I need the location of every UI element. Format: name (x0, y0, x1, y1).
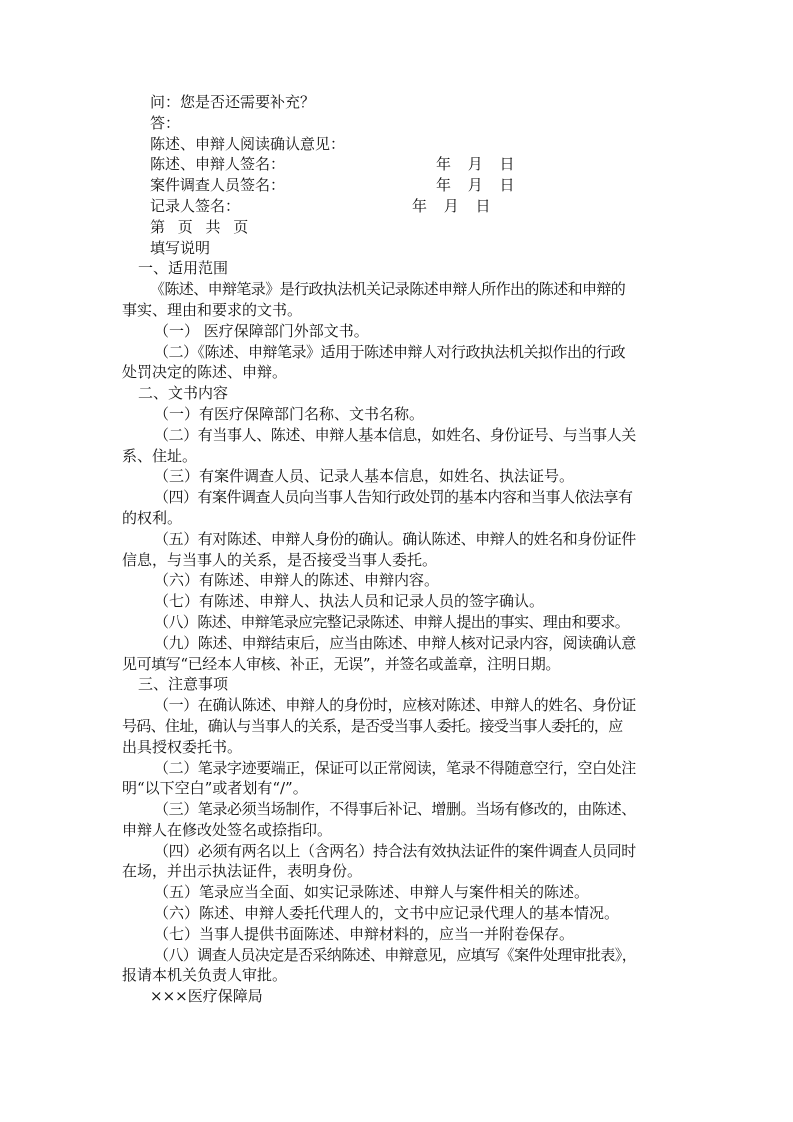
party-signature-date: 年 月 日 (436, 155, 521, 174)
section-3-item-8: （八）调查人员决定是否采纳陈述、申辩意见，应填写《案件处理审批表》， (154, 945, 637, 964)
page-number-info: 第 页 共 页 (150, 217, 253, 236)
section-1-item-2-cont: 处罚决定的陈述、申辩。 (122, 363, 288, 382)
section-3-item-1: （一）在确认陈述、申辩人的身份时，应核对陈述、申辩人的姓名、身份证 (154, 696, 636, 715)
confirmation-opinion-label: 陈述、申辩人阅读确认意见： (150, 134, 346, 153)
section-3-item-3: （三）笔录必须当场制作，不得事后补记、增删。当场有修改的，由陈述、 (154, 800, 636, 819)
party-signature-label: 陈述、申辩人签名： (150, 155, 286, 174)
section-2-item-1: （一）有医疗保障部门名称、文书名称。 (154, 404, 425, 423)
section-1-item-2: （二）《陈述、申辩笔录》适用于陈述申辩人对行政执法机关拟作出的行政 (154, 342, 626, 361)
section-2-title: 二、文书内容 (138, 384, 229, 403)
section-3-item-2-cont: 明“以下空白”或者划有“/”。 (122, 779, 308, 798)
section-2-item-4: （四）有案件调查人员向当事人告知行政处罚的基本内容和当事人依法享有 (154, 488, 633, 507)
investigator-signature-date: 年 月 日 (436, 176, 521, 195)
signature-row-recorder (122, 196, 678, 217)
section-3-item-1-cont: 号码、住址，确认与当事人的关系，是否受当事人委托。接受当事人委托的，应 (122, 716, 623, 735)
section-2-item-5: （五）有对陈述、申辩人身份的确认。确认陈述、申辩人的姓名和身份证件 (154, 529, 636, 548)
notes-title: 填写说明 (150, 238, 211, 257)
section-3-item-1-cont2: 出具授权委托书。 (122, 737, 243, 756)
section-2-item-5-cont: 信息，与当事人的关系，是否接受当事人委托。 (122, 550, 438, 569)
question-supplement: 问：您是否还需要补充？ (150, 93, 316, 111)
signature-row-party (122, 154, 678, 175)
document-body (122, 92, 678, 1007)
section-1-para-1-cont: 事实、理由和要求的文书。 (122, 300, 303, 319)
section-3-item-6: （六）陈述、申辩人委托代理人的，文书中应记录代理人的基本情况。 (154, 904, 620, 923)
section-2-item-3: （三）有案件调查人员、记录人基本信息，如姓名、执法证号。 (154, 467, 575, 486)
recorder-signature-date: 年 月 日 (412, 196, 497, 215)
investigator-signature-label: 案件调查人员签名： (150, 176, 286, 195)
section-3-item-4-cont: 在场，并出示执法证件，表明身份。 (122, 862, 363, 881)
section-3-item-4: （四）必须有两名以上（含两名）持合法有效执法证件的案件调查人员同时 (154, 841, 636, 860)
section-3-item-5: （五）笔录应当全面、如实记录陈述、申辩人与案件相关的陈述。 (154, 883, 590, 902)
section-2-item-2-cont: 系、住址。 (122, 446, 198, 465)
section-1-title: 一、适用范围 (138, 259, 229, 278)
recorder-signature-label: 记录人签名： (150, 196, 241, 215)
section-1-para-1: 《陈述、申辩笔录》是行政执法机关记录陈述申辩人所作出的陈述和申辩的 (150, 280, 626, 299)
section-3-item-7: （七）当事人提供书面陈述、申辩材料的，应当一并附卷保存。 (154, 924, 575, 943)
section-3-item-2: （二）笔录字迹要端正，保证可以正常阅读，笔录不得随意空行，空白处注 (154, 758, 636, 777)
answer-label: 答： (150, 113, 181, 132)
section-2-item-4-cont: 的权利。 (122, 508, 183, 527)
section-2-item-6: （六）有陈述、申辩人的陈述、申辩内容。 (154, 571, 440, 590)
section-2-item-8: （八）陈述、申辩笔录应完整记录陈述、申辩人提出的事实、理由和要求。 (154, 612, 630, 631)
section-2-item-7: （七）有陈述、申辩人、执法人员和记录人员的签字确认。 (154, 592, 545, 611)
section-3-item-8-cont: 报请本机关负责人审批。 (122, 966, 288, 985)
section-1-item-1: （一） 医疗保障部门外部文书。 (154, 321, 369, 340)
section-3-title: 三、注意事项 (138, 675, 229, 694)
section-2-item-2: （二）有当事人、陈述、申辩人基本信息，如姓名、身份证号、与当事人关 (154, 425, 636, 444)
section-2-item-9-cont: 见可填写“已经本人审核、补正，无误”，并签名或盖章，注明日期。 (122, 654, 560, 673)
signature-row-investigator (122, 175, 678, 196)
section-3-item-3-cont: 申辩人在修改处签名或捺指印。 (122, 820, 333, 839)
issuing-organization: ×××医疗保障局 (150, 987, 263, 1006)
section-2-item-9: （九）陈述、申辩结束后，应当由陈述、申辩人核对记录内容，阅读确认意 (154, 633, 636, 652)
